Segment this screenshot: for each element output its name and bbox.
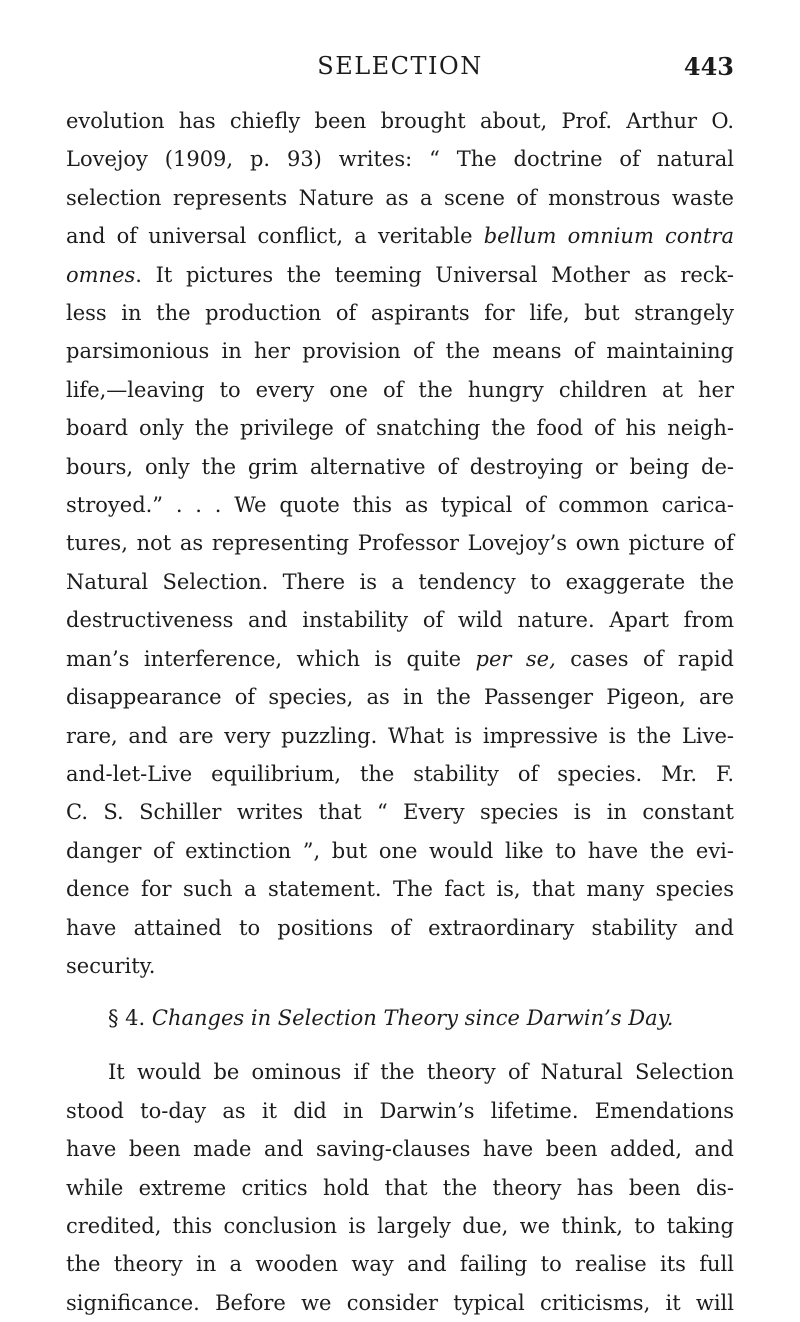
text-line: the theory in a wooden way and failing to realise its full [66, 1252, 734, 1277]
italic-phrase: bellum omnium contra [483, 224, 734, 249]
text-line: dence for such a statement. The fact is, that many species [66, 877, 734, 902]
text-span: and of universal conflict, a veritable [66, 224, 484, 249]
text-line: less in the production of aspirants for life, but strangely [66, 301, 734, 326]
section-heading [66, 999, 734, 1037]
section-title: Changes in Selection Theory since Darwin’s Day. [151, 1006, 674, 1031]
text-line: credited, this conclusion is largely due, we think, to taking [66, 1213, 734, 1238]
text-line: selection represents Nature as a scene of monstrous waste [66, 185, 734, 210]
text-line: C. S. Schiller writes that “ Every species is in constant [66, 800, 734, 825]
text-line: parsimonious in her provision of the means of maintaining [66, 339, 734, 364]
section-number: § 4. [108, 1006, 146, 1031]
text-line: have attained to positions of extraordinary stability and [66, 915, 734, 940]
paragraph-1 [66, 102, 734, 985]
book-page [66, 52, 734, 1322]
running-title: SELECTION [317, 52, 483, 80]
text-line: Natural Selection. There is a tendency to exaggerate the [66, 569, 734, 594]
text-line: Lovejoy (1909, p. 93) writes: “ The doctrine of natural [66, 147, 734, 172]
italic-phrase: omnes [66, 262, 136, 287]
running-head [66, 52, 734, 92]
text-line [66, 217, 734, 255]
italic-phrase: per se, [475, 646, 556, 671]
text-span: . It pictures the teeming Universal Mother as reck- [135, 262, 734, 287]
text-span: cases of rapid [555, 646, 735, 671]
text-line: and-let-Live equilibrium, the stability of species. Mr. F. [66, 761, 734, 786]
text-line: rare, and are very puzzling. What is impressive is the Live- [66, 723, 734, 748]
text-line: bours, only the grim alternative of destroying or being de- [66, 454, 734, 479]
text-line: disappearance of species, as in the Passenger Pigeon, are [66, 685, 734, 710]
text-line: destructiveness and instability of wild nature. Apart from [66, 608, 734, 633]
text-line: significance. Before we consider typical criticisms, it will [66, 1290, 734, 1315]
text-line: stroyed.” . . . We quote this as typical of common carica- [66, 493, 734, 518]
text-line [66, 640, 734, 678]
text-line: while extreme critics hold that the theory has been dis- [66, 1175, 734, 1200]
text-line: tures, not as representing Professor Lovejoy’s own picture of [66, 531, 734, 556]
paragraph-2 [66, 1053, 734, 1322]
text-line: life,—leaving to every one of the hungry children at her [66, 377, 734, 402]
page-number: 443 [683, 52, 734, 81]
text-line: have been made and saving-clauses have been added, and [66, 1137, 734, 1162]
text-line [66, 256, 734, 294]
text-line: danger of extinction ”, but one would like to have the evi- [66, 838, 734, 863]
text-line: board only the privilege of snatching the food of his neigh- [66, 416, 734, 441]
text-line: It would be ominous if the theory of Natural Selection [108, 1060, 734, 1085]
text-span: man’s interference, which is quite [66, 646, 476, 671]
text-line: stood to-day as it did in Darwin’s lifetime. Emendations [66, 1098, 734, 1123]
text-line: security. [66, 953, 156, 978]
text-line: evolution has chiefly been brought about, Prof. Arthur O. [66, 109, 734, 133]
